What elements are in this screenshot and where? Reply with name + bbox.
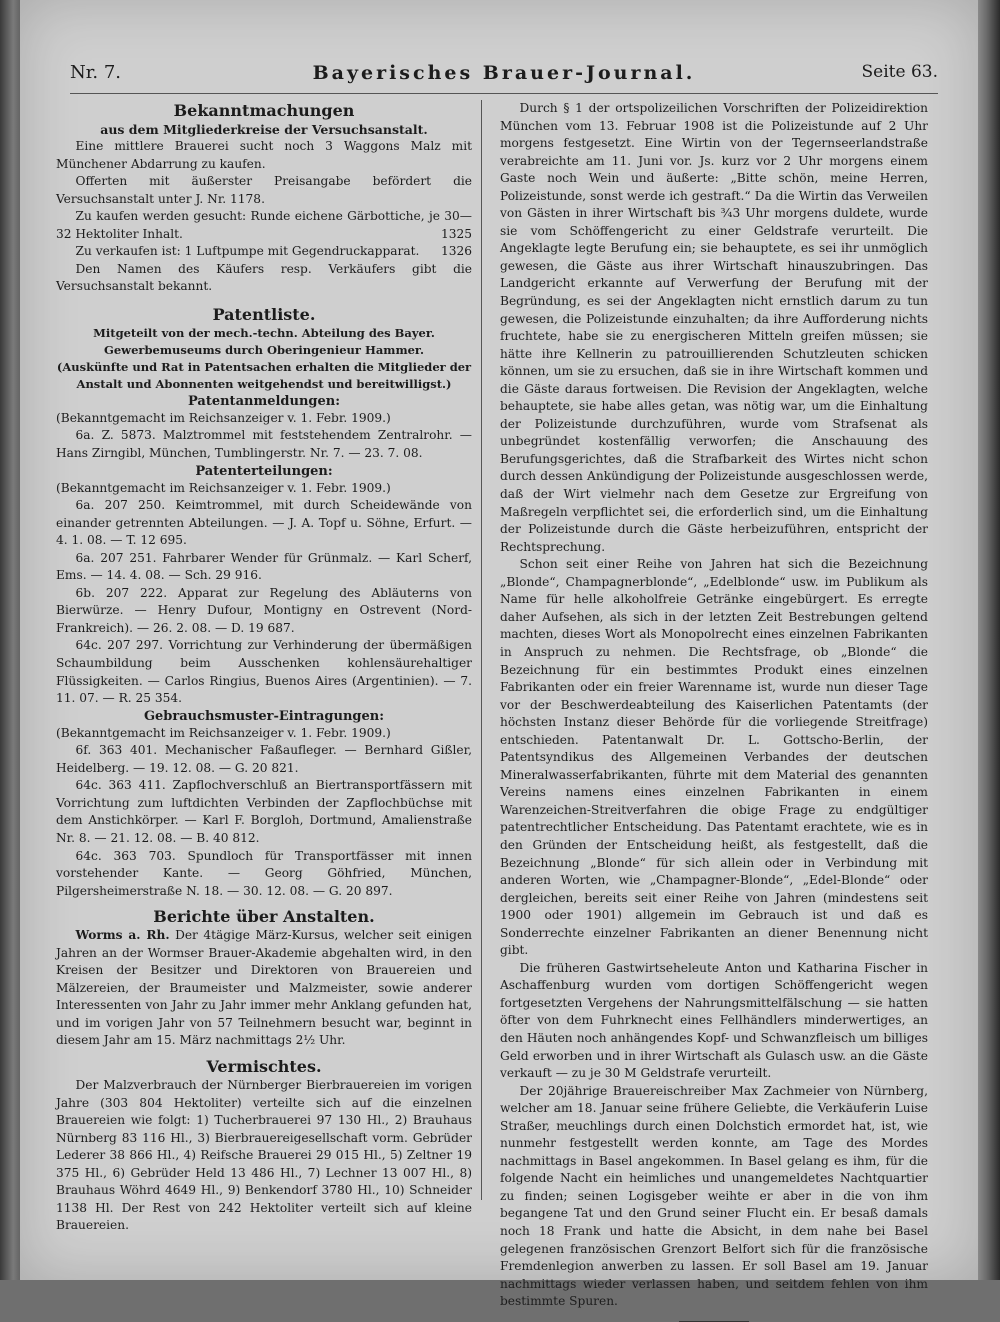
list-item: 6b. 207 222. Apparat zur Regelung des Abläuterns von Bierwürze. — Henry Dufour, Montigny en Ostrevent (Nord-Frankreich). — 26. 2. 08. — D. 19 687. xyxy=(56,585,472,635)
page-number: Seite 63. xyxy=(861,62,938,82)
list-item: (Bekanntgemacht im Reichsanzeiger v. 1. Febr. 1909.) xyxy=(56,480,391,495)
reference-number: 1325 xyxy=(440,226,472,241)
left-column xyxy=(56,100,472,1235)
subsection-title: Patenterteilungen: xyxy=(195,463,333,479)
subsection-title: Patentanmeldungen: xyxy=(187,393,341,409)
paragraph: Den Namen des Käufers resp. Verkäufers gibt die Versuchsanstalt bekannt. xyxy=(56,261,472,294)
paragraph: Schon seit einer Reihe von Jahren hat sich die Bezeichnung „Blonde“, Champagnerblonde“, „Edelblonde“ usw. im Publikum als Name für helle alkoholfreie Getränke eingebürgert. Es erregte daher Aufsehen, als sich in der letzten Zeit Bestrebungen geltend machten, dieses Wort als Monopolrecht eines einzelnen Fabrikanten in Anspruch zu nehmen. Die Rechtsfrage, ob „Blonde“ die Bezeichnung für ein bestimmtes Produkt eines einzelnen Fabrikanten oder ein freier Warenname ist, wurde nun dieser Tage vor der Beschwerdeabteilung des Kaiserlichen Patentamts (der höchsten Instanz dieser Behörde für die vorliegende Streitfrage) entschieden. Patentanwalt Dr. L. Gottscho-Berlin, der Patentsyndikus des Allgemeinen Verbandes der deutschen Mineralwasserfabrikanten, führte mit dem Material des genannten Vereins namens eines einzelnen Fabrikanten in einem Warenzeichen-Streitverfahren die obige Frage zu endgültiger patentrechtlicher Entscheidung. Das Patentamt erachtete, wie es in den Gründen der Entscheidung heißt, als festgestellt, daß die Bezeichnung „Blonde“ für sich allein oder in Verbindung mit anderen Worten, wie „Champagner-Blonde“, „Edel-Blonde“ oder dergleichen, bereits seit einer Reihe von Jahren (mindestens seit 1900 oder 1901) allgemein im Gebrauch ist und daß es Sonderrechte einzelner Fabrikanten an diener Benennung nicht gibt. xyxy=(500,557,928,958)
paragraph: Der Malzverbrauch der Nürnberger Bierbrauereien im vorigen Jahre (303 804 Hektoliter) verteilte sich auf die einzelnen Brauereien wie folgt: 1) Tucherbrauerei 97 130 Hl., 2) Brauhaus Nürnberg 83 116 Hl., 3) Bierbrauereigesellschaft vorm. Gebrüder Lederer 38 866 Hl., 4) Reifsche Brauerei 29 015 Hl., 5) Zeltner 19 375 Hl., 6) Gebrüder Held 13 486 Hl., 7) Lechner 13 007 Hl., 8) Brauhaus Wöhrd 4649 Hl., 9) Benkendorf 3780 Hl., 10) Schneider 1138 Hl. Der Rest von 242 Hektoliter verteilt sich auf kleine Brauereien. xyxy=(56,1077,472,1233)
header-rule xyxy=(70,93,938,94)
page-header xyxy=(70,62,938,92)
list-item: (Bekanntgemacht im Reichsanzeiger v. 1. Febr. 1909.) xyxy=(56,410,391,425)
section-title-berichte: Berichte über Anstalten. xyxy=(153,907,375,927)
column-divider xyxy=(481,100,482,1200)
paragraph xyxy=(56,927,472,1050)
paragraph-text: Zu kaufen werden gesucht: Runde eichene Gärbottiche, je 30—32 Hektoliter Inhalt. xyxy=(56,209,472,241)
place-lead: Worms a. Rh. xyxy=(75,928,170,943)
section-title-bekanntmachungen: Bekanntmachungen xyxy=(173,101,355,120)
book-edge-right xyxy=(978,0,1000,1280)
reference-number: 1326 xyxy=(440,244,472,259)
list-item: 6a. 207 250. Keimtrommel, mit durch Scheidewände von einander getrennten Abteilungen. — J. A. Topf u. Söhne, Erfurt. — 4. 1. 08. — T. 12 695. xyxy=(56,498,472,548)
paragraph-text: Der 4tägige März-Kursus, welcher seit einigen Jahren an der Wormser Brauer-Akademie abgehalten wird, in den Kreisen der Besitzer und Direktoren von Brauereien und Mälzereien, der Braumeister und Malzmeister, sowie anderer Interessenten von Jahr zu Jahr immer mehr Anklang gefunden hat, und im vorigen Jahr von 57 Teilnehmern besucht war, beginnt in diesem Jahr am 15. März nachmittags 2½ Uhr. xyxy=(56,928,473,1048)
book-gutter-left xyxy=(0,0,22,1280)
list-item: 6a. Z. 5873. Malztrommel mit feststehendem Zentralrohr. — Hans Zirngibl, München, Tumblingerstr. Nr. 7. — 23. 7. 08. xyxy=(56,428,472,461)
paragraph xyxy=(56,208,472,243)
list-item: 6a. 207 251. Fahrbarer Wender für Grünmalz. — Karl Scherf, Ems. — 14. 4. 08. — Sch. 29 916. xyxy=(56,550,472,583)
section-note: (Auskünfte und Rat in Patentsachen erhalten die Mitglieder der Anstalt und Abonnenten weitgehendst und bereitwilligst.) xyxy=(56,359,472,391)
list-item: (Bekanntgemacht im Reichsanzeiger v. 1. Febr. 1909.) xyxy=(56,725,391,740)
journal-title: Bayerisches Brauer-Journal. xyxy=(312,62,696,84)
paragraph: Eine mittlere Brauerei sucht noch 3 Waggons Malz mit Münchener Abdarrung zu kaufen. xyxy=(56,139,472,171)
section-subtitle: aus dem Mitgliederkreise der Versuchsanstalt. xyxy=(100,122,428,137)
subsection-title: Gebrauchsmuster-Eintragungen: xyxy=(143,708,385,724)
issue-number: Nr. 7. xyxy=(70,62,121,83)
list-item: 64c. 363 411. Zapflochverschluß an Biertransportfässern mit Vorrichtung zum luftdichten Verbinden der Zapflochbüchse mit dem Anstichkörper. — Karl F. Borgloh, Dortmund, Amalienstraße Nr. 8. — 21. 12. 08. — B. 40 812. xyxy=(56,778,472,845)
right-column xyxy=(500,100,928,1322)
paragraph xyxy=(56,243,472,261)
paragraph: Offerten mit äußerster Preisangabe befördert die Versuchsanstalt unter J. Nr. 1178. xyxy=(56,174,472,206)
paragraph: Die früheren Gastwirtseheleute Anton und Katharina Fischer in Aschaffenburg wurden vom dortigen Schöffengericht wegen fortgesetzten Vergehens der Nahrungsmittelfälschung — sie hatten öfter von dem Fuhrknecht eines Fellhändlers minderwertiges, an den Häuten noch anhängendes Kopf- und Schwanzfleisch um billiges Geld erworben und in ihrer Wirtschaft als Gulasch usw. an die Gäste verkauft — zu je 30 M Geldstrafe verurteilt. xyxy=(500,960,928,1081)
paragraph: Durch § 1 der ortspolizeilichen Vorschriften der Polizeidirektion München vom 13. Februar 1908 ist die Polizeistunde auf 2 Uhr morgens festgesetzt. Eine Wirtin von der Tegernseerlandstraße verabreichte am 11. Juni vor. Js. kurz vor 2 Uhr morgens einem Gaste noch Wein und äußerte: „Bitte schön, meine Herren, Polizeistunde, sonst werde ich gestraft.“ Da die Wirtin das Verweilen von Gästen in ihrer Wirtschaft bis ¾3 Uhr morgens duldete, wurde sie vom Schöffengericht zu einer Geldstrafe verurteilt. Die Angeklagte legte Berufung ein; sie behauptete, es sei ihr unmöglich gewesen, die Gäste aus ihrer Wirtschaft hinauszubringen. Das Landgericht erkannte auf Verwerfung der Berufung mit der Begründung, es sei der Angeklagten nicht ernstlich darum zu tun gewesen, die Polizeistunde einzuhalten; da ihre Aufforderung nichts fruchtete, habe sie zu energischeren Mitteln greifen müssen; sie hätte ihre Kellnerin zu patrouillierenden Schutzleuten schicken können, um sie zu ersuchen, daß sie in ihre Wirtschaft kommen und die Gäste daraus fortweisen. Die Revision der Angeklagten, welche behauptete, sie habe alles getan, was nötig war, um die Einhaltung der Polizeistunde durchzuführen, wurde vom Strafsenat als unbegründet kostenfällig verworfen; die Anschauung des Berufungsgerichtes, daß die Strafbarkeit des Wirtes nicht schon durch dessen Ankündigung der Polizeistunde ausgeschlossen werde, daß der Wirt vielmehr nach dem Gesetze zur Ergreifung von Maßregeln verpflichtet sei, die erforderlich sind, um die Einhaltung der Polizeistunde durch die Gäste herbeizuführen, entspricht der Rechtsprechung. xyxy=(500,101,928,554)
list-item: 64c. 363 703. Spundloch für Transportfässer mit innen vorstehender Kante. — Georg Göhfried, München, Pilgersheimerstraße N. 18. — 30. 12. 08. — G. 20 897. xyxy=(56,848,472,898)
section-title-vermischtes: Vermischtes. xyxy=(206,1056,322,1076)
section-title-patentliste: Patentliste. xyxy=(212,304,316,324)
paragraph-text: Zu verkaufen ist: 1 Luftpumpe mit Gegendruckapparat. xyxy=(75,244,420,259)
journal-page xyxy=(20,0,978,1309)
list-item: 6f. 363 401. Mechanischer Faßaufleger. — Bernhard Gißler, Heidelberg. — 19. 12. 08. — G. 20 821. xyxy=(56,743,472,775)
list-item: 64c. 207 297. Vorrichtung zur Verhinderung der übermäßigen Schaumbildung beim Ausschenken kohlensäurehaltiger Flüssigkeiten. — Carlos Ringius, Buenos Aires (Argentinien). — 7. 11. 07. — R. 25 354. xyxy=(56,638,472,706)
section-subtitle: Mitgeteilt von der mech.-techn. Abteilung des Bayer. Gewerbemuseums durch Oberingenieur Hammer. xyxy=(93,325,435,357)
paragraph: Der 20jährige Brauereischreiber Max Zachmeier von Nürnberg, welcher am 18. Januar seine frühere Geliebte, die Verkäuferin Luise Straßer, meuchlings durch einen Dolchstich ermordet hat, ist, wie nunmehr festgestellt werden konnte, am Tage des Mordes nachmittags in Basel angekommen. In Basel gelang es ihm, für die folgende Nacht ein heimliches und unangemeldetes Nachtquartier zu finden; seinen Logisgeber weihte er aber in die von ihm begangene Tat und den Grund seiner Flucht ein. Er besaß damals noch 18 Frank und hatte die Absicht, in dem nahe bei Basel gelegenen französischen Grenzort Belfort sich für die französische Fremdenlegion anwerben zu lassen. Er soll Basel am 19. Januar nachmittags wieder verlassen haben, und seitdem fehlen von ihm bestimmte Spuren. xyxy=(500,1083,928,1309)
